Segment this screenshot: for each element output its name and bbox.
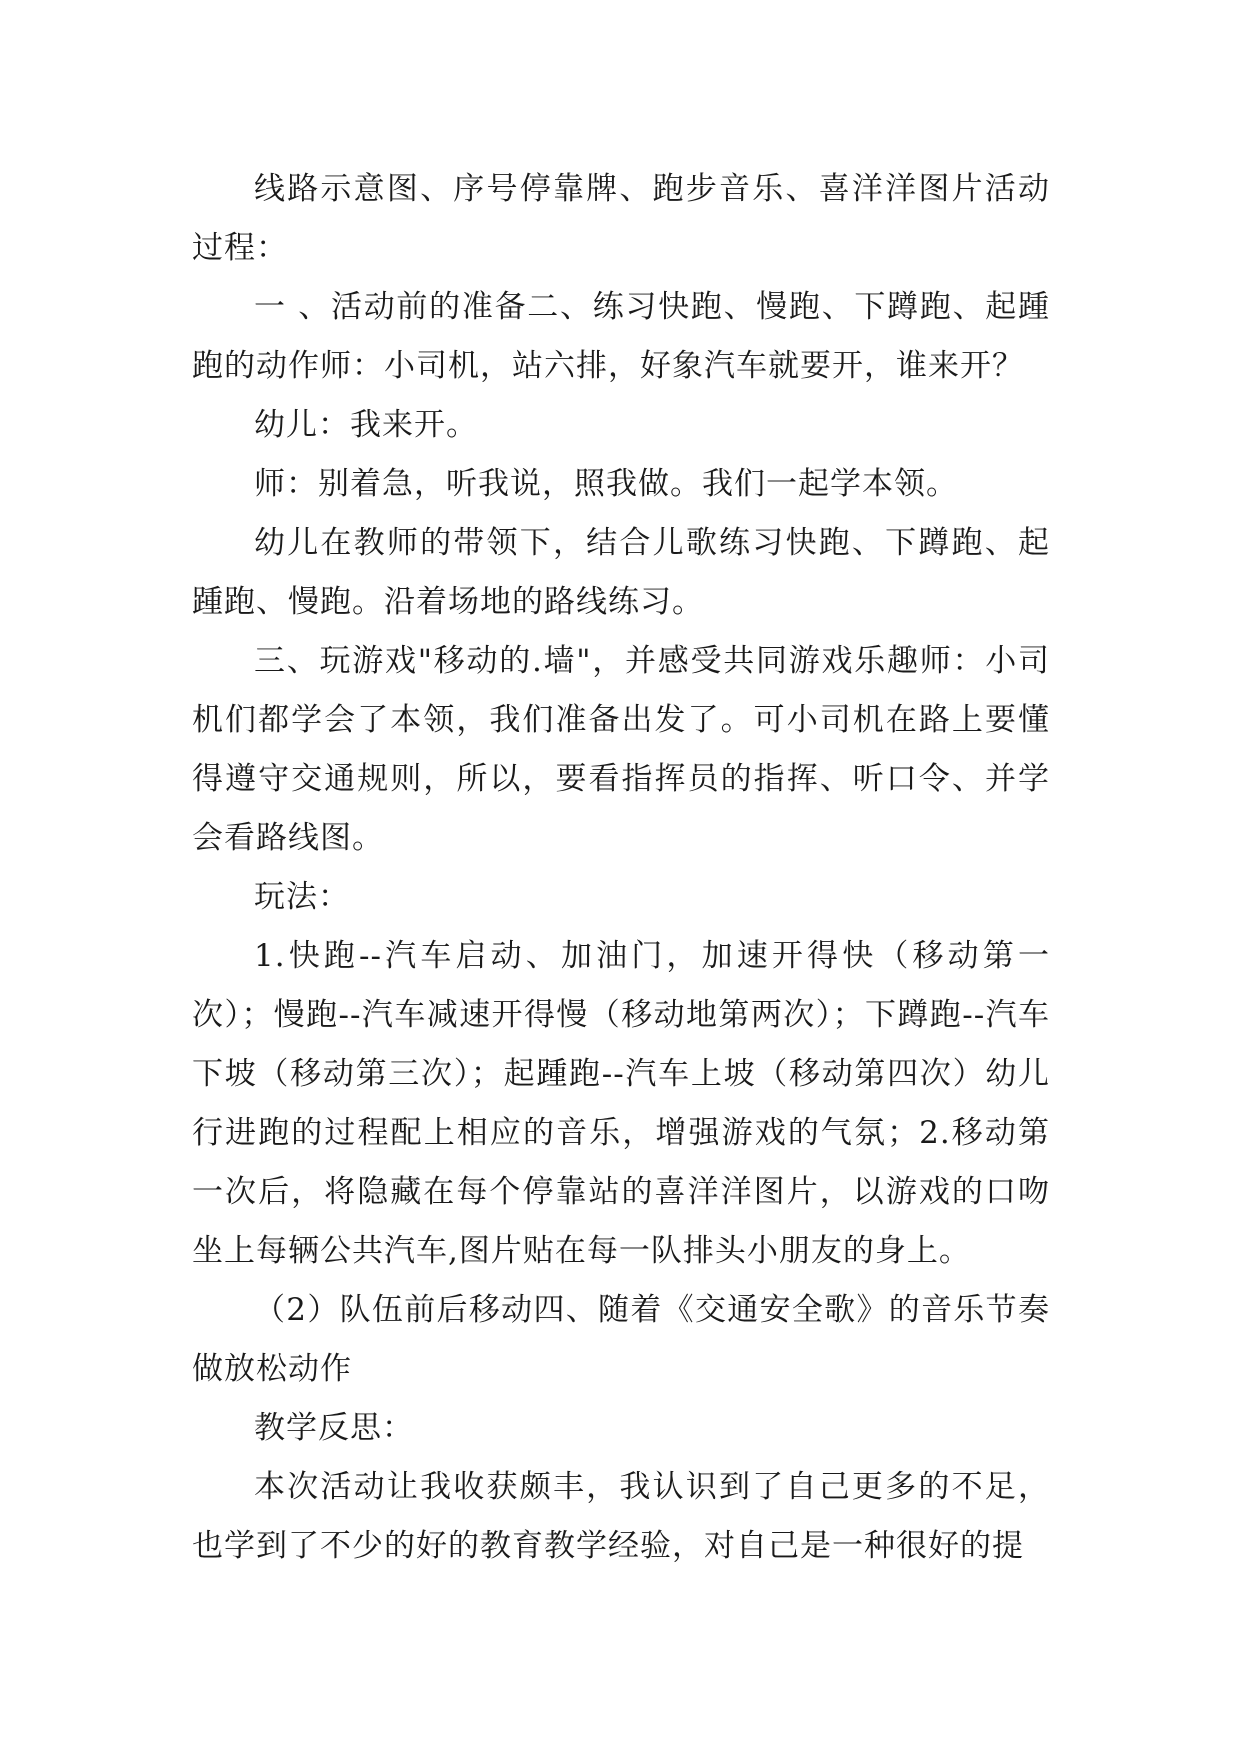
paragraph-reflection-heading: 教学反思： <box>254 1410 414 1446</box>
paragraph-child-reply: 幼儿：我来开。 <box>254 407 478 443</box>
paragraph-reflection: 本次活动让我收获颇丰，我认识到了自己更多的不足，也学到了不少的好的教育教学经验，对自己是一种很好的提 <box>192 1469 1050 1564</box>
paragraph-materials: 线路示意图、序号停靠牌、跑步音乐、喜洋洋图片活动过程： <box>192 171 1050 266</box>
paragraph-step-three: 三、玩游戏"移动的.墙"，并感受共同游戏乐趣师：小司机们都学会了本领，我们准备出发了。可小司机在路上要懂得遵守交通规则，所以，要看指挥员的指挥、听口令、并学会看路线图。 <box>192 643 1050 856</box>
document-body <box>192 160 1050 1576</box>
paragraph-rules: 1.快跑--汽车启动、加油门，加速开得快（移动第一次）；慢跑--汽车减速开得慢（移动地第两次）；下蹲跑--汽车下坡（移动第三次）；起踵跑--汽车上坡（移动第四次）幼儿行进跑的过程配上相应的音乐，增强游戏的气氛；2.移动第一次后，将隐藏在每个停靠站的喜洋洋图片，以游戏的口吻坐上每辆公共汽车,图片贴在每一队排头小朋友的身上。 <box>192 938 1050 1269</box>
paragraph-teacher-instruction: 师：别着急，听我说，照我做。我们一起学本领。 <box>254 466 958 502</box>
paragraph-step-four: （2）队伍前后移动四、随着《交通安全歌》的音乐节奏做放松动作 <box>192 1292 1050 1387</box>
paragraph-rules-heading: 玩法： <box>254 879 350 915</box>
paragraph-practice: 幼儿在教师的带领下，结合儿歌练习快跑、下蹲跑、起踵跑、慢跑。沿着场地的路线练习。 <box>192 525 1050 620</box>
paragraph-step-one: 一 、活动前的准备二、练习快跑、慢跑、下蹲跑、起踵跑的动作师：小司机，站六排，好象汽车就要开，谁来开？ <box>192 289 1050 384</box>
